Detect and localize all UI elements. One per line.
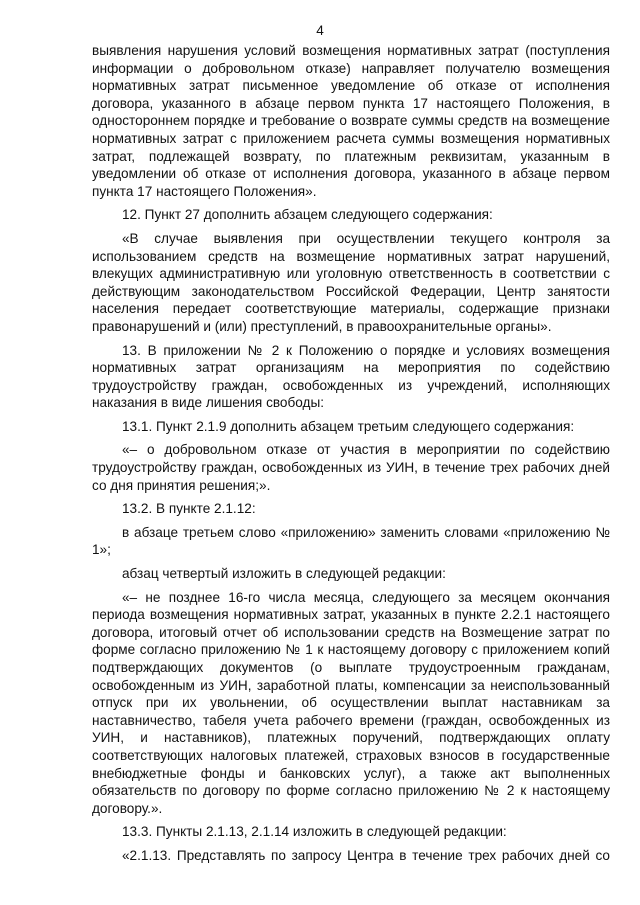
page-number: 4	[316, 23, 324, 38]
paragraph-item-12: 12. Пункт 27 дополнить абзацем следующего содержания:	[122, 207, 493, 223]
paragraph-item-13-2-abzac-4-text: «– не позднее 16-го числа месяца, следующего за месяцем окончания периода возмещения нормативных затрат, указанных в пункте 2.2.1 настоящего договора, итоговый отчет об использовании средств на Возмещение затрат по форме согласно приложению № 1 к настоящему договору с приложением копий подтверждающих документов (о выплате трудоустроенным гражданам, освобожденным из УИН, заработной платы, компенсации за неиспользованный отпуск при их увольнении, об осуществлении выплат наставникам за наставничество, табеля учета рабочего времени (граждан, освобожденных из УИН, и наставников), платежных поручений, подтверждающих оплату соответствующих налоговых платежей, страховых взносов в государственные внебюджетные фонды и банковских услуг), а также акт выполненных обязательств по договору по форме согласно приложению № 2 к настоящему договору.».	[92, 589, 610, 816]
paragraph-item-13: 13. В приложении № 2 к Положению о порядке и условиях возмещения нормативных затрат организациям на мероприятия по содействию трудоустройству граждан, освобожденных из учреждений, исполняющих наказания в виде лишения свободы:	[92, 342, 610, 411]
paragraph-item-13-2-abzac-4: абзац четвертый изложить в следующей редакции:	[122, 566, 446, 582]
paragraph-item-2-1-13: «2.1.13. Представлять по запросу Центра в течение трех рабочих дней со	[122, 847, 610, 863]
paragraph-item-13-2: 13.2. В пункте 2.1.12:	[122, 501, 256, 517]
paragraph-item-12-text: «В случае выявления при осуществлении текущего контроля за использованием средств на возмещение нормативных затрат нарушений, влекущих административную или уголовную ответственность в соответствии с действующим законодательством Российской Федерации, Центр занятости населения передает соответствующие материалы, содержащие признаки правонарушений и (или) преступлений, в правоохранительные органы».	[92, 230, 610, 334]
paragraph-item-13-3: 13.3. Пункты 2.1.13, 2.1.14 изложить в следующей редакции:	[122, 824, 507, 840]
paragraph-item-13-2-abzac-3: в абзаце третьем слово «приложению» заменить словами «приложению № 1»;	[92, 524, 610, 558]
paragraph-continuation: выявления нарушения условий возмещения нормативных затрат (поступления информации о добровольном отказе) направляет получателю возмещения нормативных затрат письменное уведомление об отказе от исполнения договора, указанного в абзаце первом пункта 17 настоящего Положения, в одностороннем порядке и требование о возврате суммы средств на возмещение нормативных затрат с приложением расчета суммы возмещения нормативных затрат, подлежащей возврату, по платежным реквизитам, указанным в уведомлении об отказе от исполнения договора, указанного в абзаце первом пункта 17 настоящего Положения».	[92, 43, 610, 199]
paragraph-item-13-1-text: «– о добровольном отказе от участия в мероприятии по содействию трудоустройству граждан, освобожденных из УИН, в течение трех рабочих дней со дня принятия решения;».	[92, 442, 610, 493]
paragraph-item-13-1: 13.1. Пункт 2.1.9 дополнить абзацем третьим следующего содержания:	[122, 418, 575, 434]
document-body	[92, 42, 610, 865]
